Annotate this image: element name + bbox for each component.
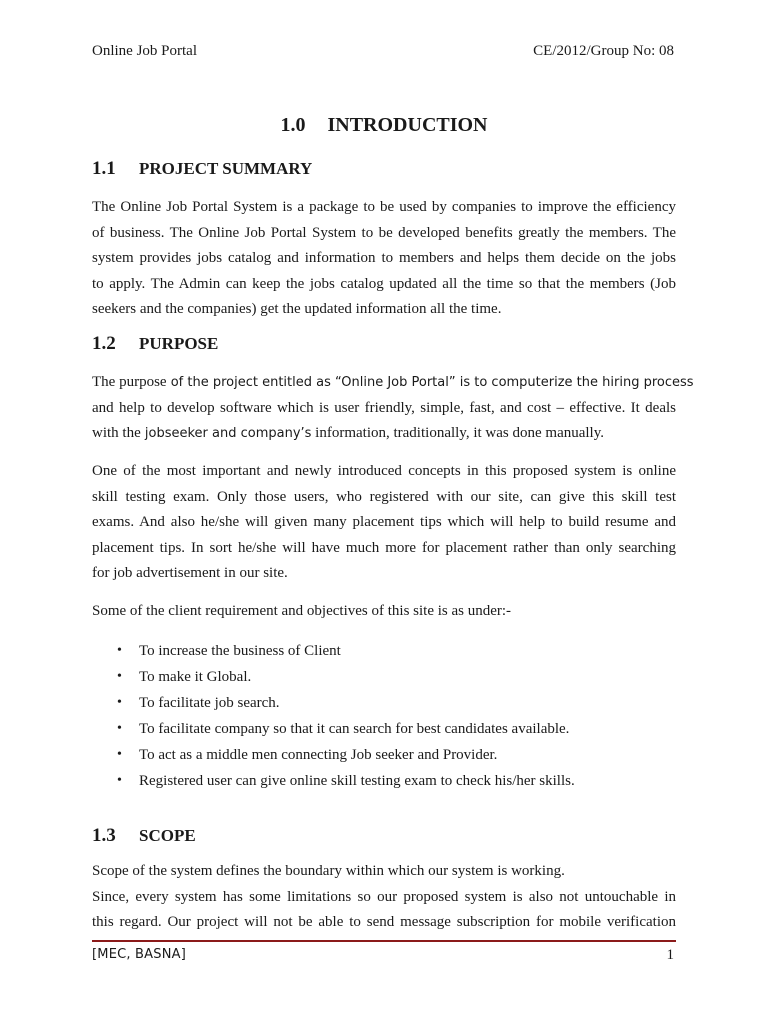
- paragraph-line: and help to develop software which is user friendly, simple, fast, and cost – effective. It deals: [92, 399, 676, 416]
- list-item-text: To increase the business of Client: [139, 643, 341, 659]
- paragraph-line: to apply. The Admin can keep the jobs catalog updated all the time so that the members (Job: [92, 275, 676, 292]
- section-title: PURPOSE: [139, 334, 219, 353]
- list-item: [92, 744, 676, 770]
- paragraph-line: One of the most important and newly introduced concepts in this proposed system is online: [92, 463, 676, 479]
- bullet-icon: •: [117, 747, 122, 762]
- paragraph-line: of business. The Online Job Portal System to be developed benefits greatly the members. The: [92, 224, 676, 241]
- section-heading-purpose: [92, 333, 218, 356]
- purpose-text-sans: “Online Job Portal” is to computerize the hiring process: [330, 375, 694, 390]
- chapter-heading: INTRODUCTION: [327, 114, 488, 136]
- bullet-icon: •: [117, 721, 122, 736]
- paragraph-line: [92, 370, 694, 396]
- section-number: 1.1: [92, 158, 116, 179]
- list-item: [92, 692, 676, 718]
- paragraph-line: Some of the client requirement and objectives of this site is as under:-: [92, 603, 512, 619]
- paragraph-line: exams. And also he/she will given many placement tips which will help to build resume and: [92, 514, 676, 530]
- list-item: [92, 666, 676, 692]
- bullet-icon: •: [117, 773, 122, 788]
- footer-institution: [MEC, BASNA]: [92, 947, 186, 962]
- section-heading-project-summary: [92, 158, 312, 181]
- section-title: SCOPE: [139, 826, 196, 845]
- list-item: [92, 770, 676, 796]
- list-item-text: To act as a middle men connecting Job seeker and Provider.: [139, 747, 498, 763]
- paragraph-requirements-intro: [92, 599, 676, 625]
- list-item-text: To make it Global.: [139, 669, 252, 685]
- section-number: 1.3: [92, 825, 116, 846]
- paragraph-line: The Online Job Portal System is a package to be used by companies to improve the efficiency: [92, 199, 676, 215]
- chapter-title: [0, 114, 768, 136]
- paragraph-line: [92, 421, 676, 447]
- paragraph-line: placement tips. In sort he/she will have much more for placement rather than only searching: [92, 539, 676, 556]
- paragraph-line: Since, every system has some limitations so our proposed system is also not untouchable in: [92, 888, 676, 905]
- section-number: 1.2: [92, 333, 116, 354]
- list-item-text: To facilitate company so that it can search for best candidates available.: [139, 721, 570, 737]
- chapter-number: 1.0: [280, 114, 306, 136]
- paragraph-line: skill testing exam. Only those users, who registered with our site, can give this skill test: [92, 488, 676, 505]
- paragraph-line: Scope of the system defines the boundary within which our system is working.: [92, 863, 565, 879]
- running-header-title: Online Job Portal: [92, 43, 197, 59]
- running-header-group: CE/2012/Group No: 08: [533, 43, 674, 59]
- purpose-text-sans: jobseeker and company’s: [140, 426, 312, 441]
- bullet-icon: •: [117, 695, 122, 710]
- section-title: PROJECT SUMMARY: [139, 159, 313, 178]
- list-item: [92, 718, 676, 744]
- purpose-text-sans: of the project entitled as: [166, 375, 331, 390]
- footer-divider: [92, 940, 676, 942]
- page-number: 1: [666, 947, 674, 963]
- paragraph-project-summary: [92, 195, 676, 323]
- paragraph-skill-testing: [92, 459, 676, 587]
- paragraph-line: system provides jobs catalog and information to members and helps them decide on the jobs: [92, 250, 676, 266]
- list-item-text: Registered user can give online skill testing exam to check his/her skills.: [139, 773, 575, 789]
- purpose-text-serif: The purpose: [92, 374, 167, 390]
- bullet-icon: •: [117, 643, 122, 658]
- paragraph-line: for job advertisement in our site.: [92, 565, 288, 581]
- bullet-icon: •: [117, 669, 122, 684]
- paragraph-line: this regard. Our project will not be able to send message subscription for mobile verification: [92, 914, 676, 930]
- section-heading-scope: [92, 825, 196, 848]
- purpose-text-serif: with the: [92, 425, 141, 441]
- paragraph-line: seekers and the companies) get the updated information all the time.: [92, 301, 502, 317]
- objectives-list: [92, 640, 676, 796]
- list-item: [92, 640, 676, 666]
- paragraph-purpose: [92, 370, 694, 447]
- purpose-text-serif: information, traditionally, it was done manually.: [311, 425, 604, 441]
- list-item-text: To facilitate job search.: [139, 695, 280, 711]
- paragraph-scope: [92, 859, 676, 936]
